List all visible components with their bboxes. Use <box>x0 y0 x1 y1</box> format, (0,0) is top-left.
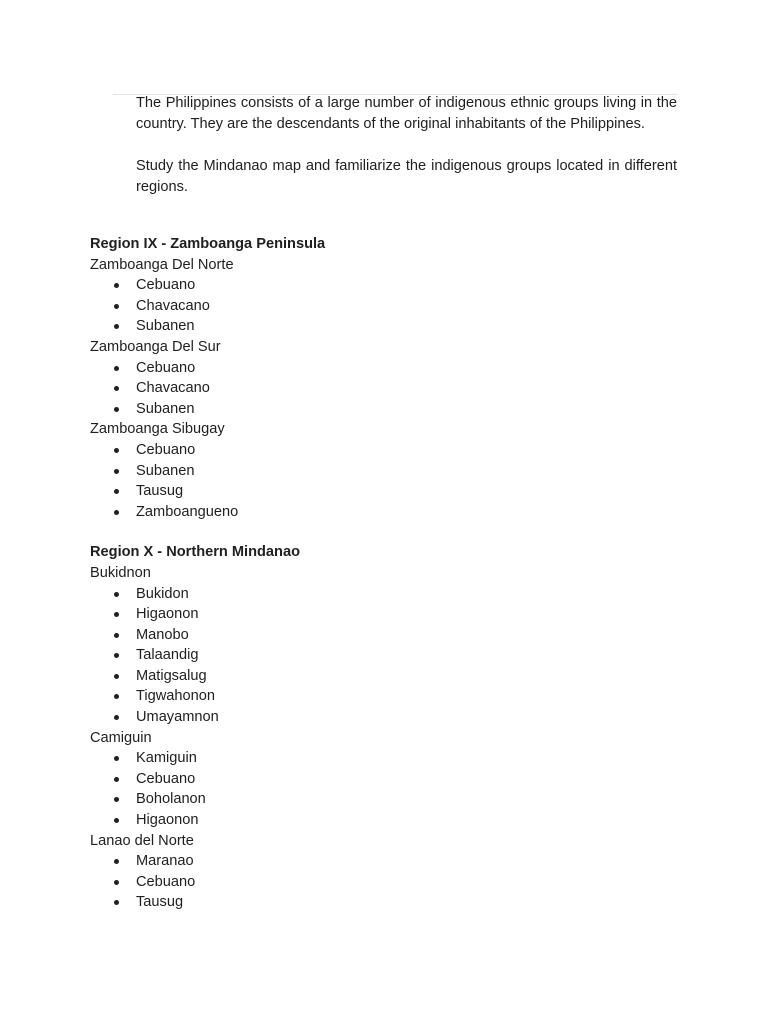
list-item <box>90 851 690 872</box>
ethnic-group: Higaonon <box>136 812 199 829</box>
ethnic-group: Matigsalug <box>136 667 207 684</box>
ethnic-group-list <box>90 748 690 830</box>
ethnic-group: Higaonon <box>136 606 199 623</box>
province-name: Bukidnon <box>90 564 151 581</box>
list-item <box>90 810 690 831</box>
bullet-icon <box>114 366 119 371</box>
list-item <box>90 645 690 666</box>
ethnic-group: Bukidon <box>136 585 189 602</box>
bullet-icon <box>114 592 119 597</box>
list-item <box>90 686 690 707</box>
bullet-icon <box>114 469 119 474</box>
list-item <box>90 892 690 913</box>
region-section <box>90 542 690 913</box>
list-item <box>90 789 690 810</box>
bullet-icon <box>114 653 119 658</box>
bullet-icon <box>114 612 119 617</box>
ethnic-group-list <box>90 358 690 420</box>
ethnic-group: Chavacano <box>136 380 210 397</box>
bullet-icon <box>114 489 119 494</box>
ethnic-group: Cebuano <box>136 873 196 890</box>
bullet-icon <box>114 407 119 412</box>
list-item <box>90 481 690 502</box>
list-item <box>90 316 690 337</box>
list-item <box>90 666 690 687</box>
ethnic-group: Cebuano <box>136 359 196 376</box>
bullet-icon <box>114 304 119 309</box>
intro-paragraph: The Philippines consists of a large number of indigenous ethnic groups living in the country. They are the descendants of the original inhabitants of the Philippines. <box>136 95 677 132</box>
ethnic-group: Cebuano <box>136 441 196 458</box>
bullet-icon <box>114 386 119 391</box>
list-item <box>90 584 690 605</box>
ethnic-group: Subanen <box>136 318 195 335</box>
ethnic-group: Zamboangueno <box>136 503 239 520</box>
list-item <box>90 461 690 482</box>
region-title: Region X - Northern Mindanao <box>90 544 300 561</box>
bullet-icon <box>114 859 119 864</box>
bullet-icon <box>114 448 119 453</box>
list-item <box>90 872 690 893</box>
province-name: Zamboanga Del Sur <box>90 338 221 355</box>
bullet-icon <box>114 324 119 329</box>
ethnic-group: Cebuano <box>136 277 196 294</box>
province-name: Lanao del Norte <box>90 832 194 849</box>
ethnic-group: Tausug <box>136 894 184 911</box>
ethnic-group-list <box>90 275 690 337</box>
ethnic-group: Manobo <box>136 626 189 643</box>
bullet-icon <box>114 777 119 782</box>
province-name: Zamboanga Del Norte <box>90 256 234 273</box>
region-section <box>90 234 690 522</box>
bullet-icon <box>114 674 119 679</box>
ethnic-group: Boholanon <box>136 791 206 808</box>
list-item <box>90 748 690 769</box>
ethnic-group-list <box>90 851 690 913</box>
list-item <box>90 604 690 625</box>
list-item <box>90 625 690 646</box>
regions-content <box>90 234 690 913</box>
ethnic-group: Talaandig <box>136 647 199 664</box>
list-item <box>90 707 690 728</box>
bullet-icon <box>114 797 119 802</box>
region-title: Region IX - Zamboanga Peninsula <box>90 236 326 252</box>
ethnic-group: Maranao <box>136 853 194 870</box>
ethnic-group: Tausug <box>136 483 184 500</box>
ethnic-group: Subanen <box>136 400 195 417</box>
list-item <box>90 399 690 420</box>
ethnic-group-list <box>90 584 690 728</box>
ethnic-group: Cebuano <box>136 770 196 787</box>
list-item <box>90 296 690 317</box>
intro-paragraph: Study the Mindanao map and familiarize the indigenous groups located in different regions. <box>136 158 677 195</box>
ethnic-group: Kamiguin <box>136 750 197 767</box>
list-item <box>90 502 690 523</box>
bullet-icon <box>114 633 119 638</box>
ethnic-group: Umayamnon <box>136 709 219 726</box>
ethnic-group: Chavacano <box>136 297 210 314</box>
bullet-icon <box>114 900 119 905</box>
list-item <box>90 440 690 461</box>
bullet-icon <box>114 756 119 761</box>
bullet-icon <box>114 694 119 699</box>
list-item <box>90 769 690 790</box>
intro-section <box>136 93 677 198</box>
province-name: Zamboanga Sibugay <box>90 421 225 438</box>
list-item <box>90 275 690 296</box>
bullet-icon <box>114 715 119 720</box>
list-item <box>90 378 690 399</box>
province-name: Camiguin <box>90 729 152 746</box>
list-item <box>90 358 690 379</box>
ethnic-group: Subanen <box>136 462 195 479</box>
ethnic-group: Tigwahonon <box>136 688 215 705</box>
bullet-icon <box>114 510 119 515</box>
ethnic-group-list <box>90 440 690 522</box>
bullet-icon <box>114 818 119 823</box>
bullet-icon <box>114 880 119 885</box>
bullet-icon <box>114 283 119 288</box>
